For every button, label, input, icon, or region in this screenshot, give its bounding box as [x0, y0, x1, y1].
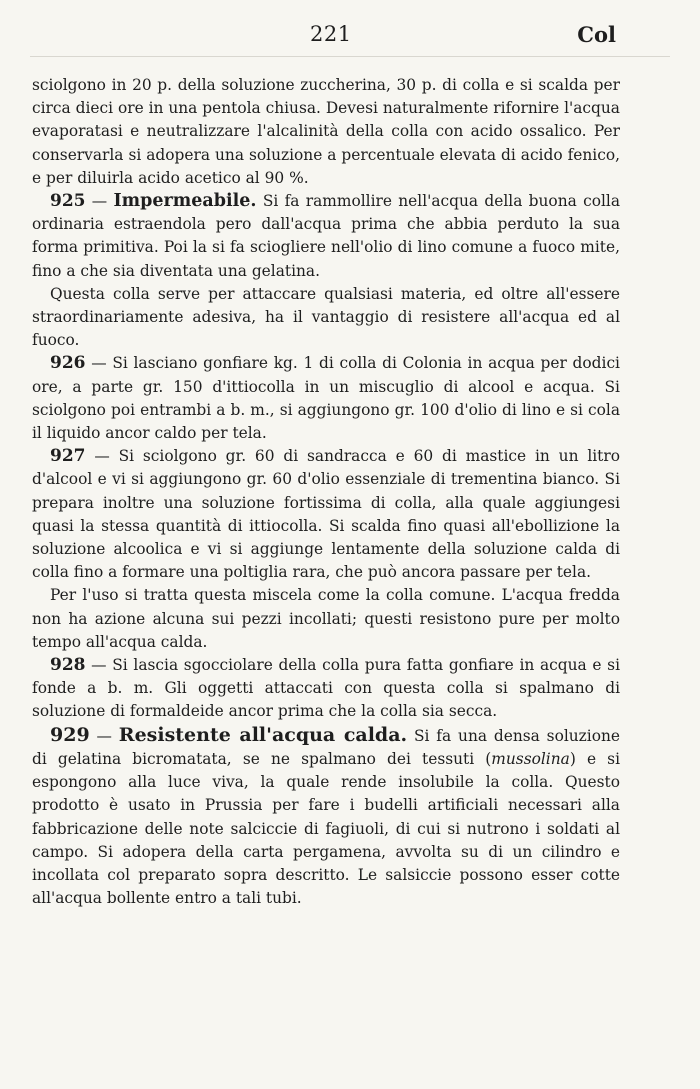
recipe-dash: —	[85, 447, 119, 466]
recipe-number: 928	[50, 655, 86, 676]
paragraph-note: Questa colla serve per attaccare qualsiasi materia, ed oltre all'essere straordinariamente adesiva, ha il vantaggio di resistere all'acqua ed al fuoco.	[32, 284, 620, 350]
page-header	[0, 22, 700, 52]
recipe-dash: —	[85, 192, 114, 211]
recipe-text: Si fa rammollire nell'acqua della buona colla ordinaria estraendola pero dall'acqua prima che abbia perduto la sua forma primitiva. Poi la si fa sciogliere nell'olio di lino comune a fuoco mite, fino a che sia diventata una gelatina.	[32, 192, 620, 280]
recipe-927	[32, 445, 620, 584]
header-divider	[30, 56, 670, 57]
recipe-text: Si sciolgono gr. 60 di sandracca e 60 di mastice in un litro d'alcool e vi si aggiungono gr. 60 d'olio essenziale di trementina bianco. Si prepara inoltre una soluzione fortissima di colla, alla quale aggiungesi quasi la stessa quantità di ittiocolla. Si scalda fino quasi all'ebollizione la soluzione alcoolica e vi si aggiunge lentamente della soluzione calda di colla fino a formare una poltiglia rara, che può ancora passare per tela.	[32, 447, 620, 582]
recipe-925	[32, 190, 620, 283]
recipe-929	[32, 724, 620, 911]
recipe-title: Impermeabile.	[113, 191, 257, 212]
page-body	[32, 74, 620, 910]
recipe-dash: —	[85, 656, 113, 675]
running-head: Col	[577, 22, 616, 47]
recipe-dash: —	[85, 354, 113, 373]
recipe-number: 925	[50, 191, 86, 212]
recipe-dash: —	[89, 726, 119, 745]
recipe-text: ) e si espongono alla luce viva, la quale rende insolubile la colla. Questo prodotto è usato in Prussia per fare i budelli artificiali necessari alla fabbricazione delle note salciccie di fagiuoli, di cui si nutrono i soldati al campo. Si adopera della carta pergamena, avvolta su di un cilindro e incollata col preparato sopra descritto. Le salsiccie possono esser cotte all'acqua bollente entro a tali tubi.	[32, 749, 621, 908]
recipe-928	[32, 654, 620, 724]
recipe-number: 926	[50, 353, 86, 374]
paragraph-continuation: sciolgono in 20 p. della soluzione zuccherina, 30 p. di colla e si scalda per circa dieci ore in una pentola chiusa. Devesi naturalmente rifornire l'acqua evaporatasi e neutralizzare l'alcalinità della colla con acido ossalico. Per conservarla si adopera una soluzione a percentuale elevata di acido fenico, e per diluirla acido acetico al 90 %.	[32, 76, 620, 187]
recipe-title: Resistente all'acqua calda.	[118, 723, 408, 746]
recipe-text: Si lasciano gonfiare kg. 1 di colla di Colonia in acqua per dodici ore, a parte gr. 150 d'ittiocolla in un miscuglio di alcool e acqua. Si sciolgono poi entrambi a b. m., si aggiungono gr. 100 d'olio di lino e si cola il liquido ancor caldo per tela.	[32, 354, 620, 443]
page-number: 221	[310, 22, 352, 46]
recipe-text: Si fa una densa soluzione di gelatina bicromatata, se ne spalmano dei tessuti (	[32, 726, 621, 768]
recipe-926	[32, 352, 620, 445]
recipe-text: Si lascia sgocciolare della colla pura fatta gonfiare in acqua e si fonde a b. m. Gli oggetti attaccati con questa colla si spalmano di soluzione di formaldeide ancor prima che la colla sia secca.	[32, 656, 620, 721]
recipe-number: 929	[50, 723, 90, 746]
paragraph-note: Per l'uso si tratta questa miscela come la colla comune. L'acqua fredda non ha azione alcuna sui pezzi incollati; questi resistono pure per molto tempo all'acqua calda.	[32, 586, 620, 651]
recipe-number: 927	[50, 446, 86, 467]
italic-term: mussolina	[491, 749, 570, 768]
